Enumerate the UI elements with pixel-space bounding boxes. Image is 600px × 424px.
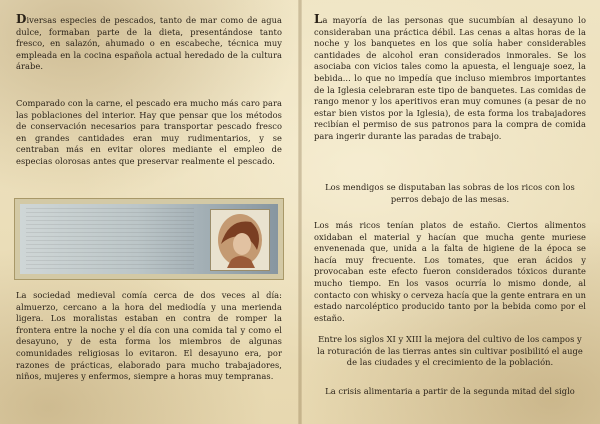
illustration-frame [14,198,284,280]
illustration-text-area [26,208,194,270]
paragraph-agriculture: Entre los siglos XI y XIII la mejora del cultivo de los campos y la roturación de las tierras antes sin cultivar posibilitó el auge de las ciudades y el crecimiento de la población. [317,334,583,368]
portrait-figure-icon [211,210,269,270]
paragraph-food-crisis: La crisis alimentaria a partir de la segunda mitad del siglo [325,386,575,396]
paragraph-fish-vs-meat: Comparado con la carne, el pescado era mucho más caro para las poblaciones del interior. Hay que pensar que los métodos de conservación necesarios para transportar pescado fresco en grandes cantidades eran muy rudimentarios, y se centraban más en evitar olores mediante el empleo de especias olorosas antes que preservar realmente el pescado. [16,98,282,166]
portrait-image [210,209,270,271]
paragraph-fish-species: Diversas especies de pescados, tanto de mar como de agua dulce, formaban parte de la dieta, presentándose tanto fresco, en salazón, ahumado o en escabeche, técnica muy empleada en la cocina española actual heredado de la cultura árabe. [16,12,282,72]
left-page [0,0,298,424]
paragraph-breakfast-morality: La mayoría de las personas que sucumbían al desayuno lo consideraban una práctica débil. Las cenas a altas horas de la noche y los banquetes en los que solía haber considerables cantidades de alcohol eran considerados inmorales. Se los asociaba con vicios tales como la apuesta, el lenguaje soez, la bebida... lo que no impedía que incluso miembros importantes de la Iglesia celebraran este tipo de banquetes. Las comidas de rango menor y los aperitivos eran muy comunes (a pesar de no estar bien vistos por la Iglesia), de esta forma los trabajadores recibían el permiso de sus patronos para la compra de comida para ingerir durante las paradas de trabajo. [314,12,586,141]
right-page [302,0,600,424]
paragraph-pewter-plates: Los más ricos tenían platos de estaño. Ciertos alimentos oxidaban el material y hacían que mucha gente muriese envenenada que, unida a la falta de higiene de la época se hacía muy frecuente. Los tomates, que eran ácidos y provocaban este efecto fueron considerados tóxicos durante mucho tiempo. En los vasos ocurría lo mismo donde, al contacto con whisky o cerveza hacía que la gente entrara en un estado narcoléptico producido tanto por la bebida como por el estaño. [314,220,586,323]
paragraph-medieval-meals: La sociedad medieval comía cerca de dos veces al día: almuerzo, cercano a la hora del mediodía y una merienda ligera. Los moralistas estaban en contra de romper la frontera entre la noche y el día con una comida tal y como el desayuno, y de esta forma los miembros de algunas comunidades religiosas lo evitaron. El desayuno era, por razones de prácticas, elaborado para mucho trabajadores, niños, mujeres y enfermos, siempre a horas muy tempranas. [16,290,282,382]
paragraph-beggars: Los mendigos se disputaban las sobras de los ricos con los perros debajo de las mesas. [325,182,575,204]
illustration-image [20,204,278,274]
